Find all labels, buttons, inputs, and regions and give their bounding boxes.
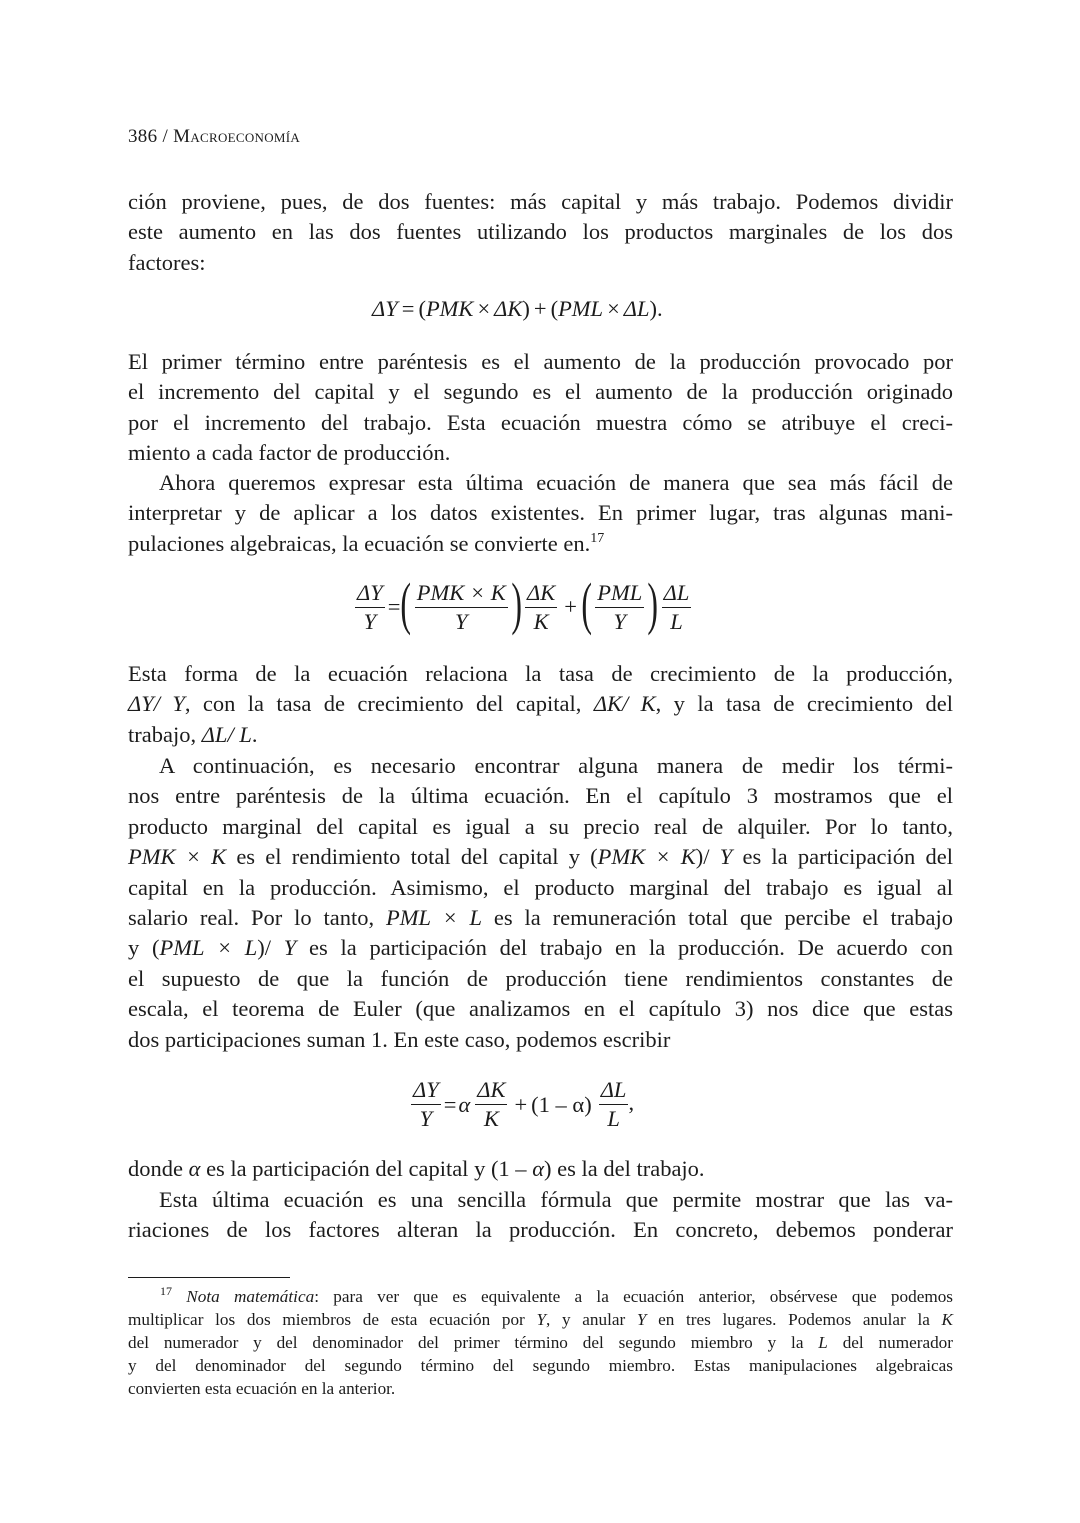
denominator: Y [363, 608, 377, 634]
eq-term: α [458, 1091, 471, 1117]
eq-operator: = [443, 1091, 457, 1117]
text-segment: ) es la del trabajo. [544, 1156, 705, 1181]
text-line [128, 498, 953, 528]
header-separator: / [162, 126, 169, 147]
eq-operator: + [564, 594, 577, 619]
text-segment: miento a cada factor de producción. [128, 440, 451, 466]
fraction [599, 1076, 629, 1133]
denominator: L [607, 1106, 620, 1131]
text-segment: en tres lugares. Podemos anular la [646, 1310, 942, 1330]
text-segment: es la participación del capital y (1 – [200, 1156, 533, 1181]
equation-growth-decomposition [352, 571, 694, 636]
text-segment: capital en la producción. Asimismo, el producto marginal del trabajo es igual al [128, 874, 953, 900]
numerator: ΔY [355, 579, 385, 608]
eq-operator: + [533, 296, 547, 321]
denominator: Y [613, 608, 627, 634]
book-title: Macroeconomía [173, 126, 301, 147]
text-segment: del numerador [827, 1333, 953, 1353]
text-line [128, 248, 953, 278]
text-segment: , y anular [546, 1310, 637, 1330]
text-segment: es la remuneración total que percibe el trabajo [482, 904, 953, 930]
paragraph [128, 468, 953, 559]
text-segment: . [251, 721, 258, 747]
eq-comma: , [628, 1089, 635, 1115]
paragraph [128, 1185, 953, 1246]
text-segment: nos entre paréntesis de la última ecuación. En el capítulo 3 mostramos que el [128, 783, 953, 809]
text-segment: α [188, 1156, 201, 1181]
text-segment: trabajo, [128, 721, 202, 747]
fraction [662, 579, 692, 636]
text-line [128, 720, 953, 750]
text-line [128, 1308, 953, 1331]
eq-term: ΔY [372, 296, 398, 321]
eq-operator: + [514, 1091, 528, 1117]
text-segment: : para ver que es equivalente a la ecuación anterior, obsérvese que podemos [314, 1287, 953, 1306]
text-line [128, 468, 953, 498]
text-line [128, 377, 953, 407]
footnote-divider [128, 1277, 290, 1278]
right-paren: ) [647, 571, 659, 636]
text-line [128, 1185, 953, 1215]
text-segment: convierten esta ecuación en la anterior. [128, 1379, 396, 1399]
eq-paren: ( [418, 296, 426, 321]
text-line [128, 438, 953, 468]
text-segment: A continuación, es necesario encontrar alguna manera de medir los térmi- [159, 753, 953, 778]
numerator: ΔK [475, 1076, 507, 1105]
eq-term: (1 – α) [531, 1091, 592, 1117]
text-segment: riaciones de los factores alteran la producción. En concreto, debemos ponderar [128, 1217, 953, 1243]
numerator: ΔL [599, 1076, 629, 1105]
text-segment: Y [536, 1310, 547, 1330]
text-segment: ΔL/ L [201, 721, 252, 747]
eq-term: PML [558, 296, 604, 321]
eq-operator: = [401, 296, 415, 321]
numerator: ΔL [662, 579, 692, 608]
denominator: Y [419, 1106, 433, 1131]
text-line [128, 903, 953, 933]
text-line [128, 873, 953, 903]
equation-output-change [372, 296, 663, 322]
text-segment: , con la tasa de crecimiento del capital, [184, 691, 594, 717]
text-segment: y del denominador del segundo término del segundo miembro. Estas manipulaciones algebraicas [128, 1356, 953, 1376]
text-segment: del numerador y del denominador del primer término del segundo miembro y la [128, 1333, 819, 1353]
eq-term: ΔL [623, 296, 650, 321]
text-line [128, 994, 953, 1024]
fraction [355, 579, 385, 636]
text-segment: el incremento del capital y el segundo es el aumento de la producción originado [128, 379, 953, 405]
text-segment: Esta última ecuación es una sencilla fórmula que permite mostrar que las va- [159, 1187, 953, 1212]
eq-term: ΔK [494, 296, 523, 321]
text-segment: , y la tasa de crecimiento del [655, 691, 953, 717]
text-segment: Esta forma de la ecuación relaciona la tasa de crecimiento de la producción, [128, 661, 953, 686]
eq-term: PMK [425, 296, 474, 321]
text-segment: Y [719, 844, 733, 870]
text-segment: PML × L [159, 935, 258, 961]
text-line [128, 217, 953, 247]
paragraph [128, 347, 953, 469]
eq-operator: × [477, 296, 491, 321]
text-segment: el supuesto de que la función de producción tiene rendimientos constantes de [128, 965, 953, 991]
text-segment: es la participación del [732, 844, 953, 870]
left-paren: ( [581, 571, 592, 636]
text-segment: ΔY/ Y [128, 691, 185, 717]
text-line [128, 408, 953, 438]
paragraph [128, 659, 953, 750]
denominator: Y [454, 608, 468, 634]
paragraph [128, 187, 953, 278]
text-segment: dos participaciones suman 1. En este caso, podemos escribir [128, 1026, 671, 1052]
numerator: ΔK [525, 579, 557, 608]
text-line [128, 1025, 953, 1055]
eq-paren: ). [649, 296, 663, 321]
footnote-ref: 17 [590, 530, 605, 546]
text-segment: )/ [695, 844, 720, 870]
text-segment: y ( [128, 935, 160, 961]
denominator: L [670, 608, 683, 634]
text-segment: es el rendimiento total del capital y ( [226, 844, 598, 870]
text-segment: Y [636, 1310, 647, 1330]
text-segment: por el incremento del trabajo. Esta ecuación muestra cómo se atribuye el creci- [128, 409, 953, 435]
eq-operator: × [607, 296, 620, 321]
text-line [128, 781, 953, 811]
text-line [128, 1354, 953, 1377]
fraction [475, 1076, 507, 1133]
text-line [128, 751, 953, 781]
text-segment: donde [128, 1156, 189, 1181]
text-line [128, 1215, 953, 1245]
footnote-ref: 17 [160, 1284, 172, 1298]
text-segment: K [941, 1310, 954, 1330]
text-segment: PML × L [386, 904, 483, 930]
page-number: 386 [128, 126, 158, 147]
numerator: PML [595, 579, 644, 608]
fraction [595, 579, 644, 636]
text-segment: ción proviene, pues, de dos fuentes: más capital y más trabajo. Podemos dividir [128, 189, 953, 214]
text-line [128, 933, 953, 963]
text-line [128, 659, 953, 689]
text-segment: Nota matemática [186, 1287, 315, 1306]
text-segment [172, 1287, 186, 1306]
paragraph [128, 751, 953, 1055]
paragraph [128, 1154, 953, 1184]
text-line [128, 529, 953, 559]
text-line [128, 842, 953, 872]
text-segment: factores: [128, 249, 206, 275]
text-line [128, 812, 953, 842]
denominator: K [483, 1106, 499, 1131]
text-segment: )/ [257, 935, 284, 961]
text-line [128, 347, 953, 377]
text-segment: interpretar y de aplicar a los datos existentes. En primer lugar, tras algunas mani- [128, 500, 953, 526]
text-segment: ΔK/ K [593, 691, 656, 717]
text-line [128, 1154, 953, 1184]
text-segment: multiplicar los dos miembros de esta ecuación por [128, 1310, 537, 1330]
text-segment: producto marginal del capital es igual a su precio real de alquiler. Por lo tanto, [128, 813, 953, 839]
right-paren: ) [511, 571, 522, 636]
text-line [128, 689, 953, 719]
text-segment: α [532, 1156, 544, 1181]
text-segment: L [818, 1333, 828, 1353]
text-line [128, 964, 953, 994]
text-line [128, 1331, 953, 1354]
denominator: K [533, 608, 549, 634]
text-segment: salario real. Por lo tanto, [128, 904, 387, 930]
eq-paren: ) [522, 296, 530, 321]
text-line [128, 1285, 953, 1308]
equation-alpha-form [408, 1076, 634, 1133]
text-line [128, 1377, 953, 1400]
text-segment: es la participación del trabajo en la producción. De acuerdo con [296, 935, 953, 961]
text-segment: escala, el teorema de Euler (que analizamos en el capítulo 3) nos dice que estas [128, 996, 953, 1022]
eq-operator: = [387, 594, 401, 619]
text-segment: Y [283, 935, 297, 961]
fraction [411, 1076, 441, 1133]
running-header [128, 126, 300, 148]
left-paren: ( [400, 571, 412, 636]
text-segment: este aumento en las dos fuentes utilizando los productos marginales de los dos [128, 219, 953, 245]
text-segment: PMK × K [597, 844, 696, 870]
text-segment: Ahora queremos expresar esta última ecuación de manera que sea más fácil de [159, 470, 953, 495]
numerator: ΔY [411, 1076, 441, 1105]
text-segment: PMK × K [128, 844, 227, 870]
footnote [128, 1285, 953, 1400]
eq-paren: ( [550, 296, 559, 321]
fraction [415, 579, 508, 636]
text-segment: El primer término entre paréntesis es el aumento de la producción provocado por [128, 349, 953, 374]
text-line [128, 187, 953, 217]
text-segment: pulaciones algebraicas, la ecuación se convierte en. [128, 530, 591, 556]
fraction [525, 579, 557, 636]
numerator: PMK × K [415, 579, 508, 608]
